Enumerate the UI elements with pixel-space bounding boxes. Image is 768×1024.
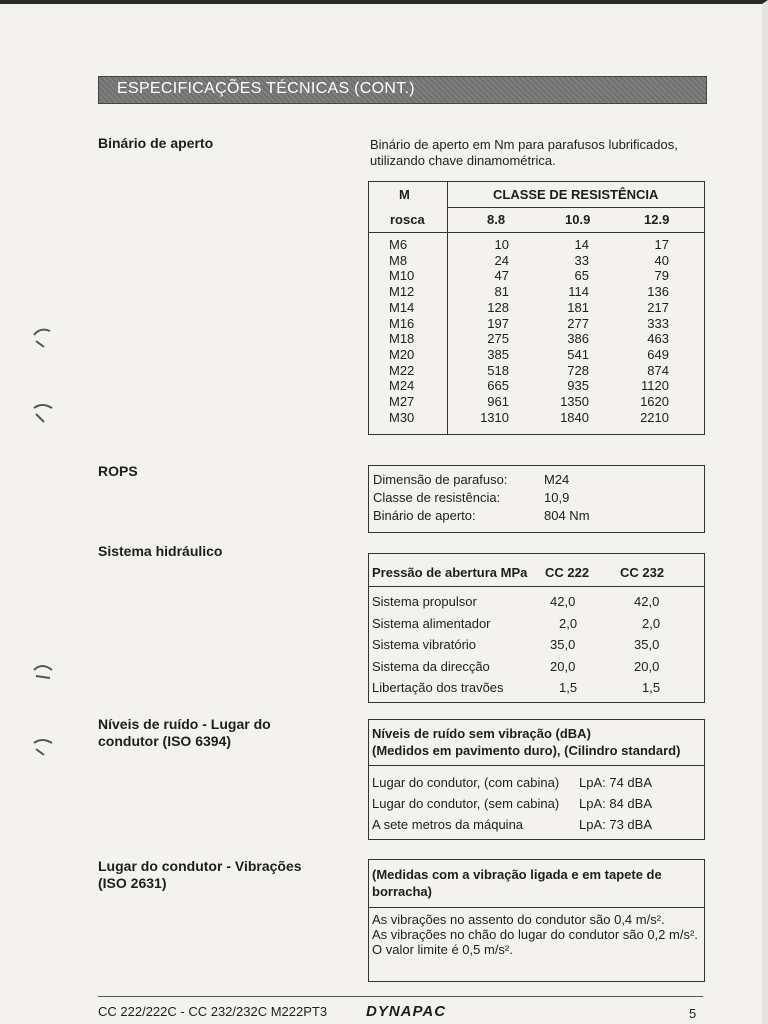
hydraulic-table — [368, 553, 705, 703]
torque-cell: 665 — [487, 378, 509, 394]
torque-cell: 1120 — [641, 378, 669, 394]
table-row — [369, 592, 704, 614]
hydraulic-label: Sistema alimentador — [372, 615, 491, 631]
rops-row — [373, 507, 704, 525]
binder-hole-icon — [30, 400, 56, 426]
vibration-body — [372, 912, 702, 957]
section-label-hydraulic: Sistema hidráulico — [98, 543, 223, 559]
table-divider — [447, 182, 448, 434]
torque-cell: 649 — [647, 346, 669, 362]
torque-cell: 79 — [654, 268, 669, 284]
header-grade-8-8: 8.8 — [487, 212, 506, 227]
table-row — [369, 614, 704, 636]
torque-table — [368, 181, 705, 435]
torque-cell: 1840 — [560, 409, 589, 425]
rops-value: 10,9 — [544, 490, 570, 505]
noise-table — [368, 719, 705, 840]
torque-cell: 217 — [647, 299, 669, 315]
torque-cell: M16 — [389, 315, 415, 331]
torque-cell: 65 — [574, 268, 589, 284]
torque-cell: 33 — [574, 252, 589, 268]
torque-cell: 728 — [567, 362, 589, 378]
hydraulic-cc222: 1,5 — [559, 680, 578, 695]
header-grade-12-9: 12.9 — [644, 212, 670, 227]
header-m: M — [399, 187, 410, 202]
brand-logo: DYNAPAC — [366, 1003, 447, 1020]
binder-hole-icon — [30, 660, 56, 686]
torque-cell: 181 — [567, 299, 589, 315]
torque-cell: 386 — [567, 331, 589, 347]
hydraulic-header — [369, 554, 704, 587]
torque-cell: M20 — [389, 346, 415, 362]
torque-cell: 197 — [487, 315, 509, 331]
vibration-header: (Medidas com a vibração ligada e em tapete de borracha) — [369, 860, 704, 908]
rops-label: Classe de resistência: — [373, 490, 501, 505]
noise-value: LpA: 84 dBA — [579, 796, 652, 811]
hydraulic-label: Sistema propulsor — [372, 594, 477, 609]
torque-cell: 541 — [567, 346, 589, 362]
section-label-vibration: Lugar do condutor - Vibrações (ISO 2631) — [98, 858, 302, 891]
torque-cell: 874 — [647, 362, 669, 378]
torque-cell: M22 — [389, 362, 415, 378]
hydraulic-cc232: 42,0 — [634, 594, 660, 609]
grade-12-9-column — [619, 237, 669, 425]
rops-value: M24 — [544, 472, 570, 487]
table-row — [372, 772, 702, 793]
torque-cell: M27 — [389, 394, 415, 410]
hydraulic-cc232: 2,0 — [642, 615, 661, 631]
hydraulic-col-cc222: CC 222 — [545, 565, 590, 580]
hydraulic-body — [369, 592, 704, 700]
binder-hole-icon — [30, 735, 56, 761]
footer-rule — [98, 996, 703, 997]
torque-cell: 40 — [654, 252, 669, 268]
torque-cell: 128 — [487, 299, 509, 315]
torque-cell: 1620 — [640, 394, 669, 410]
noise-header-line: (Medidos em pavimento duro), (Cilindro standard) — [372, 743, 681, 758]
table-divider — [369, 232, 704, 233]
header-rosca: rosca — [390, 212, 425, 227]
torque-cell: 935 — [567, 378, 589, 394]
hydraulic-cc222: 42,0 — [550, 594, 576, 609]
noise-label: Lugar do condutor, (com cabina) — [372, 775, 560, 790]
section-label-noise: Níveis de ruído - Lugar do condutor (ISO 6394) — [98, 716, 271, 749]
vibration-line: As vibrações no chão do lugar do condutor são 0,2 m/s². — [372, 927, 698, 942]
binder-hole-icon — [30, 325, 56, 351]
footer-models: CC 222/222C - CC 232/232C M222PT3 — [98, 1004, 328, 1019]
page-title: ESPECIFICAÇÕES TÉCNICAS (CONT.) — [98, 76, 707, 104]
torque-cell: M14 — [389, 299, 415, 315]
hydraulic-cc232: 35,0 — [634, 637, 660, 652]
torque-cell: 385 — [487, 346, 509, 362]
hydraulic-label: Sistema da direcção — [372, 658, 490, 674]
torque-cell: M30 — [389, 409, 415, 425]
noise-header — [369, 720, 704, 766]
header-grade-10-9: 10.9 — [565, 212, 591, 227]
table-row — [372, 814, 702, 835]
grade-10-9-column — [539, 237, 589, 425]
grade-8-8-column — [459, 237, 509, 425]
rops-row — [373, 489, 704, 507]
hydraulic-cc222: 2,0 — [559, 615, 578, 631]
torque-cell: 114 — [568, 284, 589, 300]
thread-column — [389, 237, 414, 425]
noise-body — [372, 772, 702, 835]
noise-value: LpA: 73 dBA — [579, 817, 652, 832]
torque-cell: 17 — [654, 237, 669, 252]
torque-cell: M24 — [389, 378, 415, 394]
hydraulic-header-label: Pressão de abertura MPa — [372, 565, 528, 580]
torque-cell: 10 — [494, 237, 509, 252]
torque-cell: 518 — [487, 362, 509, 378]
table-row — [369, 635, 704, 657]
vibration-line: As vibrações no assento do condutor são 0,4 m/s². — [372, 912, 665, 927]
torque-cell: 275 — [487, 331, 509, 347]
torque-cell: M10 — [389, 268, 415, 284]
noise-value: LpA: 74 dBA — [579, 775, 652, 790]
torque-cell: 1310 — [480, 409, 509, 425]
vibration-line: O valor limite é 0,5 m/s². — [372, 942, 513, 957]
torque-cell: M6 — [389, 237, 408, 252]
rops-label: Dimensão de parafuso: — [373, 472, 508, 487]
table-divider — [447, 207, 705, 208]
hydraulic-cc232: 20,0 — [634, 658, 660, 674]
vibration-table — [368, 859, 705, 982]
torque-cell: M18 — [389, 331, 415, 347]
torque-cell: 333 — [647, 315, 669, 331]
torque-cell: M8 — [389, 252, 408, 268]
torque-cell: 1350 — [560, 394, 589, 410]
table-row — [372, 793, 702, 814]
rops-value: 804 Nm — [544, 508, 590, 523]
hydraulic-col-cc232: CC 232 — [620, 565, 665, 580]
hydraulic-cc232: 1,5 — [642, 680, 661, 695]
torque-cell: 277 — [567, 315, 589, 331]
torque-cell: 2210 — [640, 409, 669, 425]
torque-cell: 961 — [487, 394, 509, 410]
header-class: CLASSE DE RESISTÊNCIA — [493, 187, 659, 202]
rops-row — [373, 471, 704, 489]
hydraulic-label: Sistema vibratório — [372, 637, 477, 652]
torque-cell: 14 — [574, 237, 589, 252]
torque-cell: 47 — [494, 268, 509, 284]
page-number: 5 — [689, 1006, 697, 1021]
rops-box — [368, 465, 705, 533]
torque-cell: 24 — [494, 252, 509, 268]
table-row — [369, 678, 704, 700]
noise-label: Lugar do condutor, (sem cabina) — [372, 796, 560, 811]
torque-cell: 463 — [647, 331, 669, 347]
torque-cell: 136 — [647, 284, 669, 300]
hydraulic-cc222: 20,0 — [550, 658, 576, 674]
torque-cell: 81 — [494, 284, 509, 300]
section-label-torque: Binário de aperto — [98, 135, 214, 151]
hydraulic-label: Libertação dos travões — [372, 680, 504, 695]
torque-intro: Binário de aperto em Nm para parafusos lubrificados, utilizando chave dinamométrica. — [370, 137, 678, 168]
rops-label: Binário de aperto: — [373, 508, 476, 523]
hydraulic-cc222: 35,0 — [550, 637, 576, 652]
noise-label: A sete metros da máquina — [372, 817, 524, 832]
section-label-rops: ROPS — [98, 463, 138, 479]
noise-header-line: Níveis de ruído sem vibração (dBA) — [372, 726, 591, 741]
torque-cell: M12 — [389, 284, 415, 300]
table-row — [369, 657, 704, 679]
